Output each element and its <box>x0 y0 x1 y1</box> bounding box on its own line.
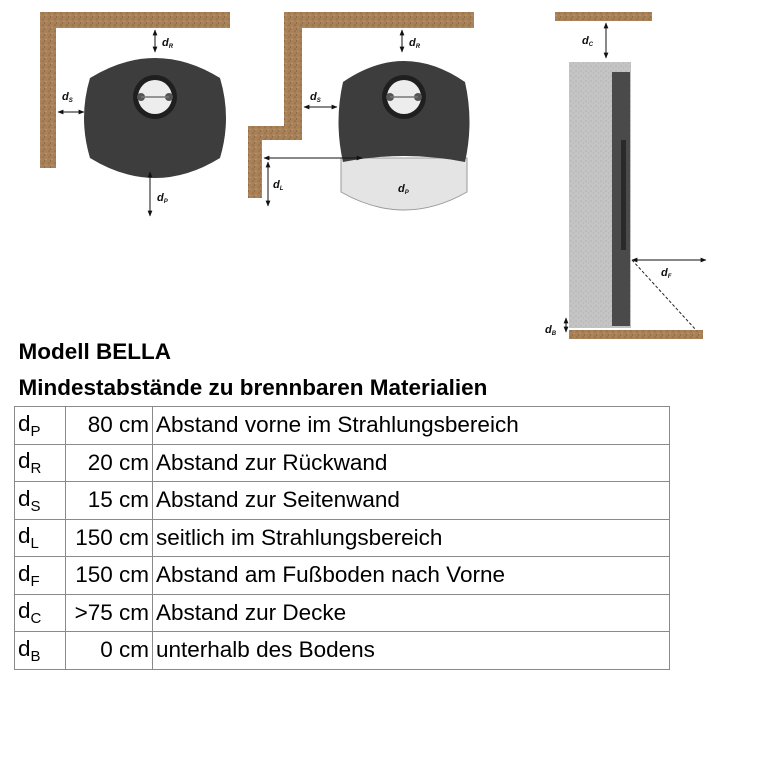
flue-pipe-icon <box>133 75 177 119</box>
row-symbol: $d_R$ <box>15 444 66 482</box>
row-symbol: $d_B$ <box>15 632 66 670</box>
row-value: 150 cm <box>66 519 153 557</box>
table-row <box>15 632 670 670</box>
label-dR: d <box>162 37 169 49</box>
table-title: Modell BELLA <box>18 339 171 364</box>
label-dR-2: d <box>409 37 416 49</box>
row-value: 0 cm <box>66 632 153 670</box>
clearance-table <box>14 334 670 670</box>
label-dC-sub: C <box>588 42 594 48</box>
svg-text:dL <box>273 179 284 192</box>
svg-text:dS <box>62 91 73 104</box>
diagram-side-view <box>545 12 706 339</box>
label-dR-2-sub: R <box>415 44 421 50</box>
label-dR-sub: R <box>168 44 174 50</box>
label-dS-sub: S <box>68 98 73 104</box>
table-row <box>15 557 670 595</box>
row-symbol: $d_P$ <box>15 407 66 445</box>
clearance-diagrams <box>0 0 768 340</box>
label-dP-2: d <box>398 183 405 195</box>
row-value: 20 cm <box>66 444 153 482</box>
svg-text:dC <box>582 35 594 48</box>
table-subtitle: Mindestabstände zu brennbaren Materialien <box>18 375 488 400</box>
row-symbol: $d_L$ <box>15 519 66 557</box>
label-dP-2-sub: P <box>404 190 409 196</box>
row-symbol: $d_C$ <box>15 594 66 632</box>
table-row <box>15 519 670 557</box>
table-row <box>15 444 670 482</box>
label-dS: d <box>62 91 69 103</box>
label-dS-2-sub: S <box>316 98 321 104</box>
svg-text:dS <box>310 91 321 104</box>
table-row <box>15 482 670 520</box>
flue-pipe-icon-2 <box>382 75 426 119</box>
row-description: Abstand zur Rückwand <box>153 444 670 482</box>
row-symbol: $d_F$ <box>15 557 66 595</box>
diagram-side-radiation <box>248 12 474 210</box>
row-symbol: $d_S$ <box>15 482 66 520</box>
label-dB-sub: B <box>551 331 557 337</box>
row-description: Abstand am Fußboden nach Vorne <box>153 557 670 595</box>
label-dL-sub: L <box>279 186 284 192</box>
table-row <box>15 594 670 632</box>
row-value: >75 cm <box>66 594 153 632</box>
door-handle-icon <box>621 140 626 250</box>
row-value: 80 cm <box>66 407 153 445</box>
label-dP: d <box>157 192 164 204</box>
row-description: Abstand vorne im Strahlungsbereich <box>153 407 670 445</box>
label-dP-sub: P <box>163 199 168 205</box>
row-description: Abstand zur Decke <box>153 594 670 632</box>
table-subtitle-row <box>15 370 670 407</box>
table-row <box>15 407 670 445</box>
row-value: 150 cm <box>66 557 153 595</box>
row-description: unterhalb des Bodens <box>153 632 670 670</box>
svg-text:dF <box>661 267 672 280</box>
label-dS-2: d <box>310 91 317 103</box>
ceiling <box>555 12 652 21</box>
row-description: Abstand zur Seitenwand <box>153 482 670 520</box>
label-dC: d <box>582 35 589 47</box>
svg-text:dP <box>157 192 169 205</box>
label-dL: d <box>273 179 280 191</box>
row-value: 15 cm <box>66 482 153 520</box>
row-description: seitlich im Strahlungsbereich <box>153 519 670 557</box>
label-dB: d <box>545 324 552 336</box>
diagram-wall-installation <box>40 12 230 216</box>
table-title-row <box>15 334 670 370</box>
label-dF-sub: F <box>667 274 672 280</box>
svg-text:dR <box>409 37 421 50</box>
svg-text:dR <box>162 37 174 50</box>
label-dF: d <box>661 267 668 279</box>
